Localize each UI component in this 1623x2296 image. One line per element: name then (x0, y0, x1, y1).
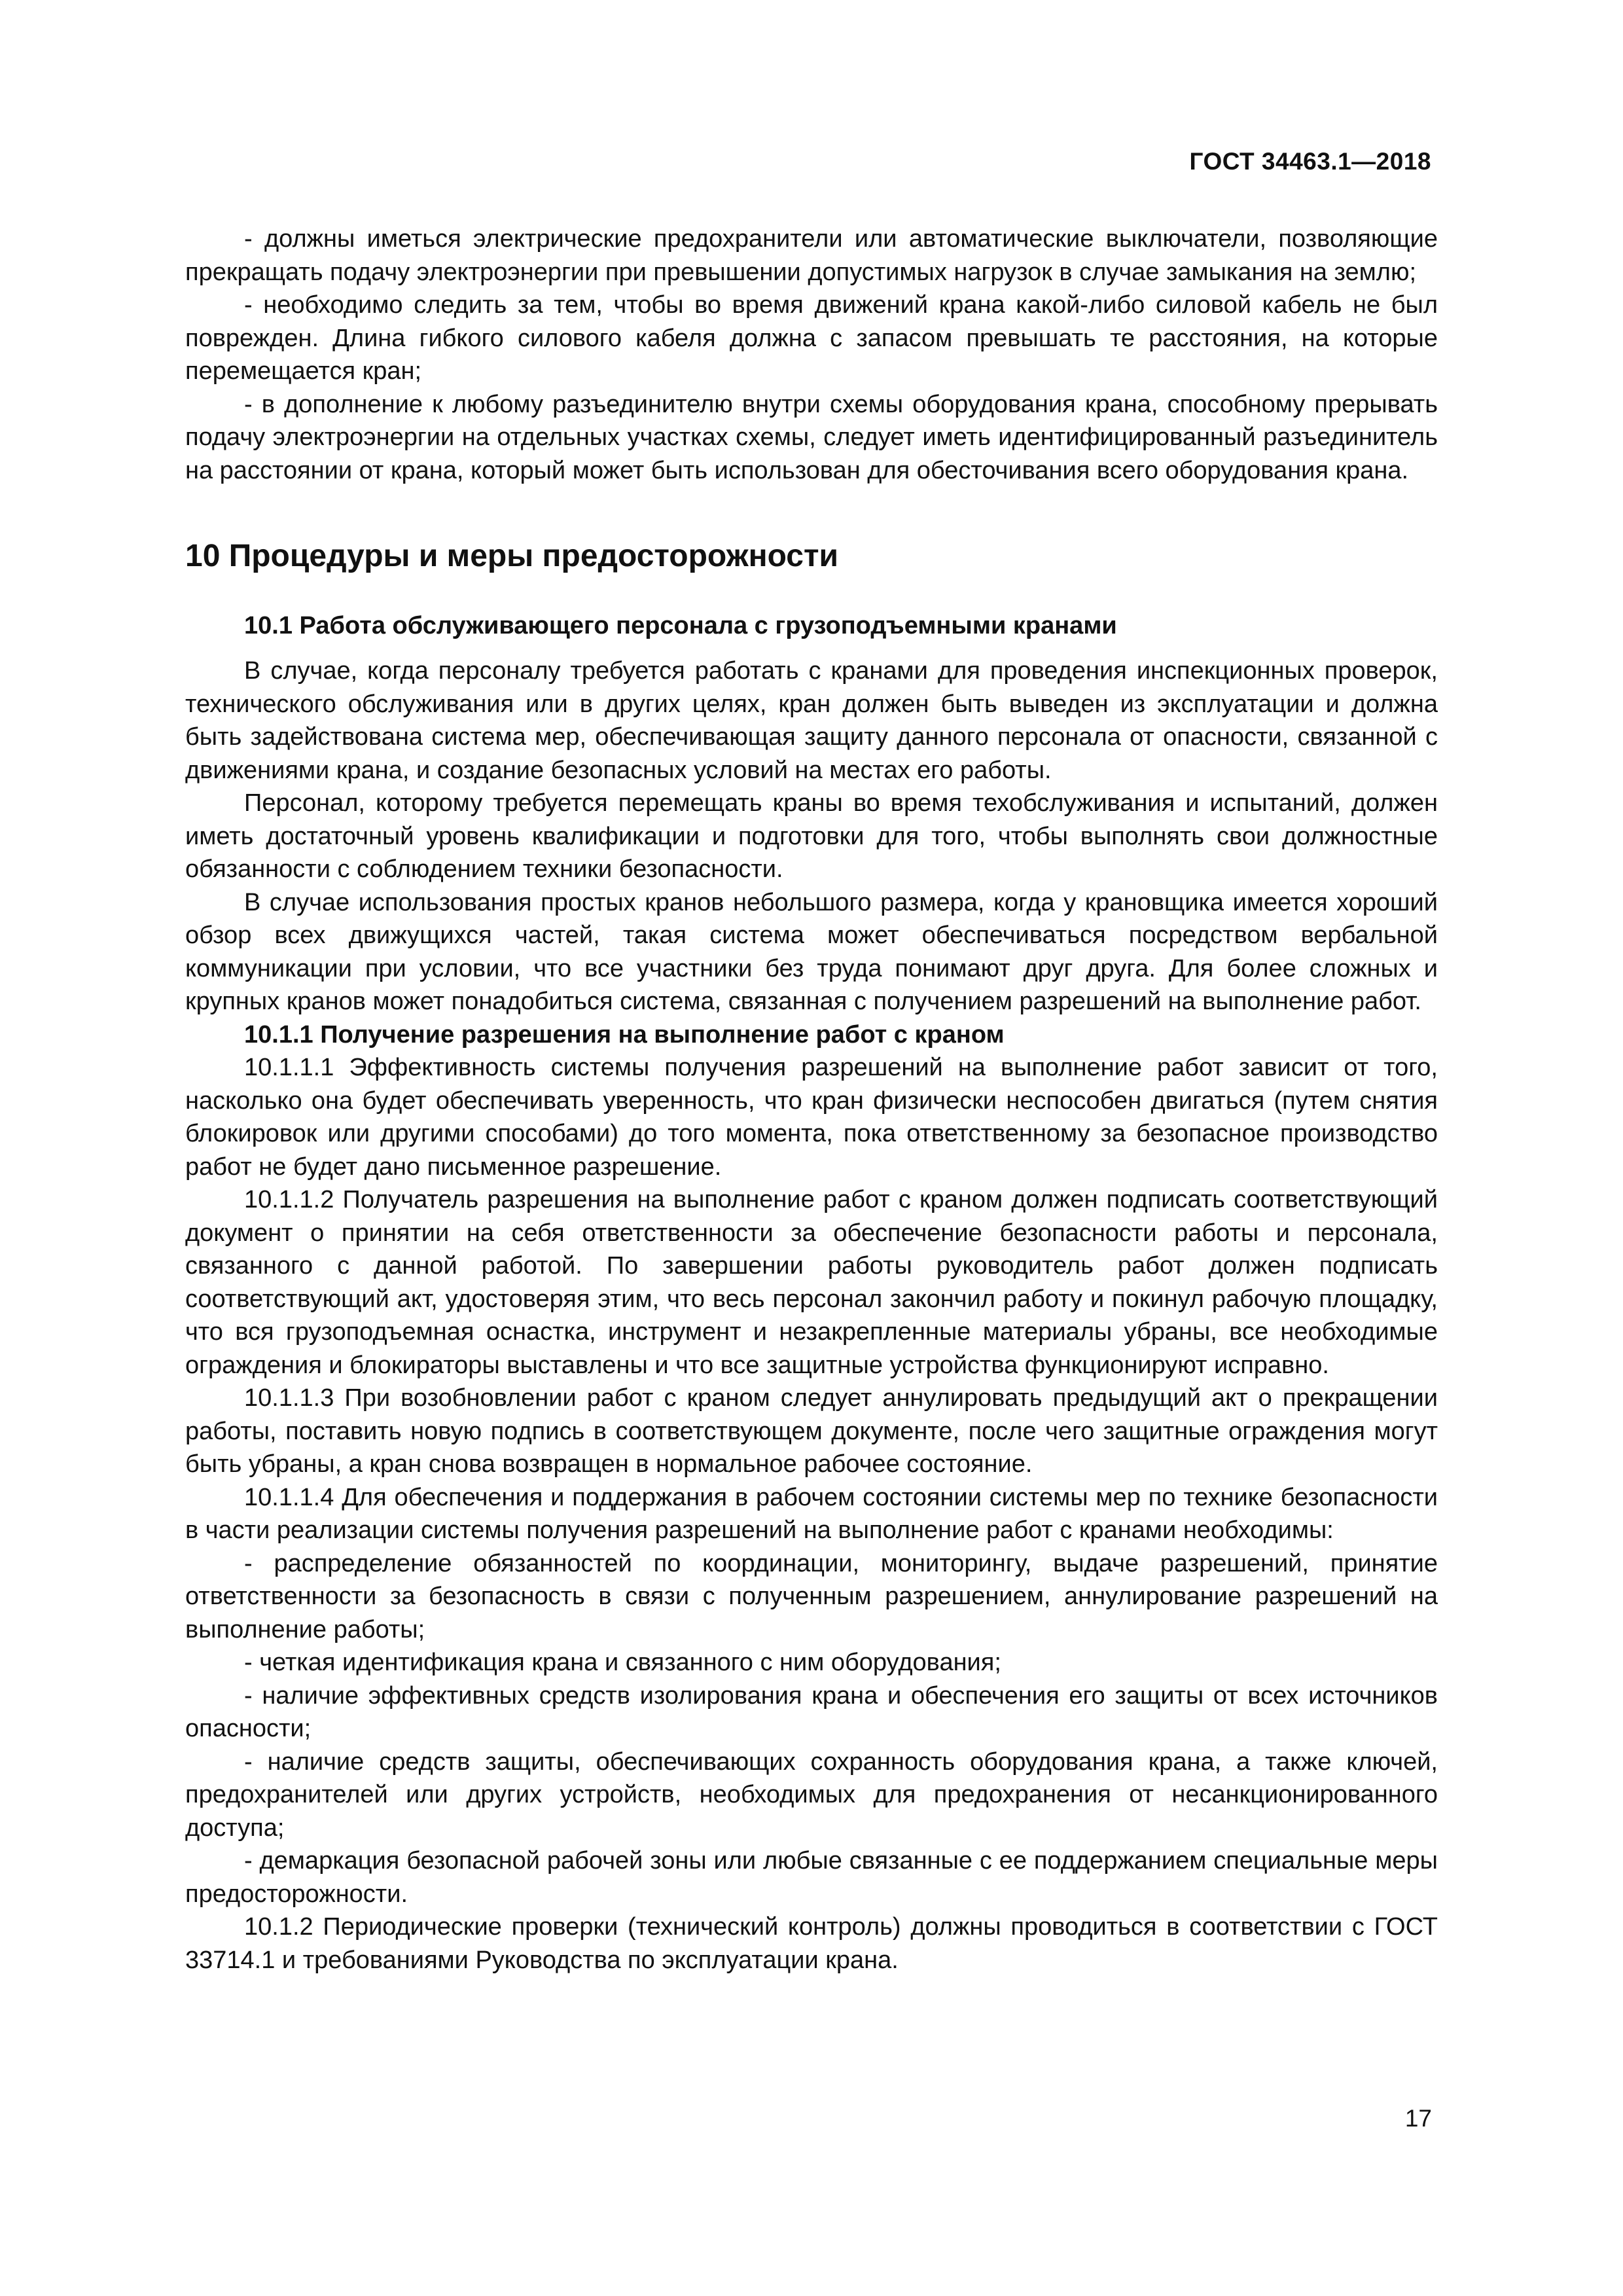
paragraph: 10.1.1.2 Получатель разрешения на выполнение работ с краном должен подписать соответствующий документ о принятии на себя ответственности за обеспечение безопасности работы и персонала, связанного с данной работой. По завершении работы руководитель работ должен подписать соответствующий акт, удостоверяя этим, что весь персонал закончил работу и покинул рабочую площадку, что вся грузоподъемная оснастка, инструмент и незакрепленные материалы убраны, все необходимые ограждения и блокираторы выставлены и что все защитные устройства функционируют исправно. (185, 1186, 1438, 1379)
clause-heading: 10.1.1 Получение разрешения на выполнение работ с краном (244, 1020, 1005, 1049)
document-header: ГОСТ 34463.1—2018 (1189, 148, 1431, 175)
paragraph: В случае использования простых кранов небольшого размера, когда у крановщика имеется хороший обзор всех движущихся частей, такая система может обеспечиваться посредством вербальной коммуникации при условии, что все участники без труда понимают друг друга. Для более сложных и крупных кранов может понадобиться система, связанная с получением разрешений на выполнение работ. (185, 888, 1438, 1015)
paragraph: Персонал, которому требуется перемещать краны во время техобслуживания и испытаний, должен иметь достаточный уровень квалификации и подготовки для того, чтобы выполнять свои должностные обязанности с соблюдением техники безопасности. (185, 789, 1438, 883)
paragraph: 10.1.2 Периодические проверки (технический контроль) должны проводиться в соответствии с ГОСТ 33714.1 и требованиями Руководства по эксплуатации крана. (185, 1913, 1438, 1974)
bullet-item: - должны иметься электрические предохранители или автоматические выключатели, позволяющие прекращать подачу электроэнергии при превышении допустимых нагрузок в случае замыкания на землю; (185, 225, 1438, 286)
page-number: 17 (1404, 2105, 1432, 2132)
bullet-item: - распределение обязанностей по координации, мониторингу, выдаче разрешений, принятие ответственности за безопасность в связи с полученным разрешением, аннулирование разрешений на выполнение работы; (185, 1549, 1438, 1643)
bullet-item: - наличие эффективных средств изолирования крана и обеспечения его защиты от всех источников опасности; (185, 1681, 1438, 1742)
paragraph: В случае, когда персоналу требуется работать с кранами для проведения инспекционных проверок, технического обслуживания или в других целях, кран должен быть выведен из эксплуатации и должна быть задействована система мер, обеспечивающая защиту данного персонала от опасности, связанной с движениями крана, и создание безопасных условий на местах его работы. (185, 657, 1438, 784)
bullet-item: - необходимо следить за тем, чтобы во время движений крана какой-либо силовой кабель не был поврежден. Длина гибкого силового кабеля должна с запасом превышать те расстояния, на которые перемещается кран; (185, 291, 1438, 385)
paragraph: 10.1.1.3 При возобновлении работ с краном следует аннулировать предыдущий акт о прекращении работы, поставить новую подпись в соответствующем документе, после чего защитные ограждения могут быть убраны, а кран снова возвращен в нормальное рабочее состояние. (185, 1384, 1438, 1478)
page-content (185, 223, 1438, 1977)
bullet-item: - в дополнение к любому разъединителю внутри схемы оборудования крана, способному прерывать подачу электроэнергии на отдельных участках схемы, следует иметь идентифицированный разъединитель на расстоянии от крана, который может быть использован для обесточивания всего оборудования крана. (185, 390, 1438, 484)
bullet-item: - демаркация безопасной рабочей зоны или любые связанные с ее поддержанием специальные меры предосторожности. (185, 1847, 1438, 1908)
bullet-item: - четкая идентификация крана и связанного с ним оборудования; (244, 1649, 1001, 1676)
paragraph: 10.1.1.1 Эффективность системы получения разрешений на выполнение работ зависит от того, насколько она будет обеспечивать уверенность, что кран физически неспособен двигаться (путем снятия блокировок или другими способами) до того момента, пока ответственному за безопасное производство работ не будет дано письменное разрешение. (185, 1054, 1438, 1181)
bullet-item: - наличие средств защиты, обеспечивающих сохранность оборудования крана, а также ключей, предохранителей или других устройств, необходимых для предохранения от несанкционированного доступа; (185, 1748, 1438, 1842)
subsection-heading: 10.1 Работа обслуживающего персонала с грузоподъемными кранами (244, 612, 1117, 639)
section-heading: 10 Процедуры и меры предосторожности (185, 539, 839, 573)
paragraph: 10.1.1.4 Для обеспечения и поддержания в рабочем состоянии системы мер по технике безопасности в части реализации системы получения разрешений на выполнение работ с кранами необходимы: (185, 1483, 1438, 1544)
